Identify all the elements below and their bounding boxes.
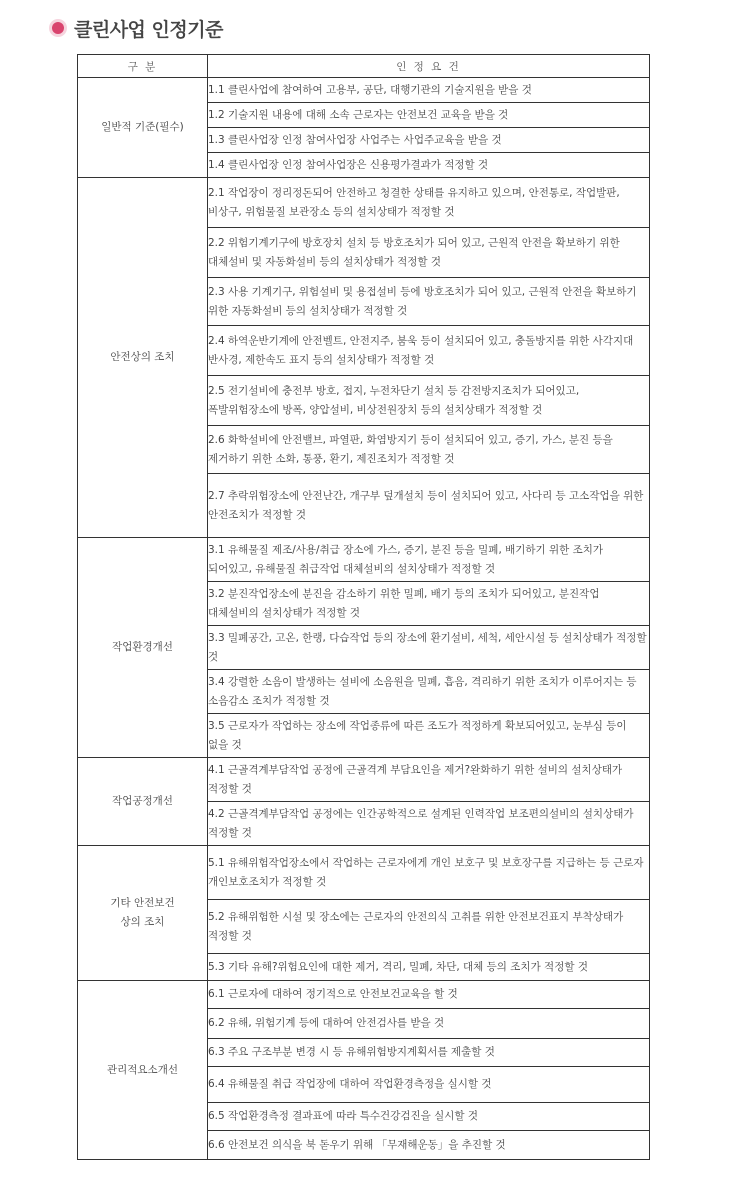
requirement-cell: 5.3 기타 유해?위험요인에 대한 제거, 격리, 밀폐, 차단, 대체 등의 조치가 적정할 것 bbox=[208, 954, 650, 981]
requirement-cell: 1.1 클린사업에 참여하여 고용부, 공단, 대행기관의 기술지원을 받을 것 bbox=[208, 78, 650, 103]
requirement-cell: 4.1 근골격계부담작업 공정에 근골격계 부담요인을 제거?완화하기 위한 설비의 설치상태가 적정할 것 bbox=[208, 758, 650, 802]
table-row bbox=[78, 78, 650, 103]
category-label: 일반적 기준(필수) bbox=[101, 121, 184, 133]
criteria-body bbox=[78, 78, 650, 1160]
requirement-cell: 5.2 유해위험한 시설 및 장소에는 근로자의 안전의식 고취를 위한 안전보건표지 부착상태가 적정할 것 bbox=[208, 900, 650, 954]
category-cell bbox=[78, 178, 208, 538]
category-label: 상의 조치 bbox=[120, 916, 165, 928]
requirement-cell: 6.5 작업환경측정 결과표에 따라 특수건강검진을 실시할 것 bbox=[208, 1103, 650, 1131]
requirement-cell: 3.4 강렬한 소음이 발생하는 설비에 소음원을 밀폐, 흡음, 격리하기 위한 조치가 이루어지는 등 소음감소 조치가 적정할 것 bbox=[208, 670, 650, 714]
requirement-cell: 3.1 유해물질 제조/사용/취급 장소에 가스, 증기, 분진 등을 밀폐, 배기하기 위한 조치가 되어있고, 유해물질 취급작업 대체설비의 설치상태가 적정할 것 bbox=[208, 538, 650, 582]
requirement-cell: 2.4 하역운반기계에 안전벨트, 안전지주, 붐욱 등이 설치되어 있고, 충돌방지를 위한 사각지대 반사경, 제한속도 표지 등의 설치상태가 적정할 것 bbox=[208, 326, 650, 376]
requirement-header: 인 정 요 건 bbox=[208, 55, 650, 78]
requirement-cell: 6.4 유해물질 취급 작업장에 대하여 작업환경측정을 실시할 것 bbox=[208, 1067, 650, 1103]
table-header-row bbox=[78, 55, 650, 78]
category-label: 기타 안전보건 bbox=[110, 897, 175, 909]
requirement-cell: 3.5 근로자가 작업하는 장소에 작업종류에 따른 조도가 적정하게 확보되어있고, 눈부심 등이 없을 것 bbox=[208, 714, 650, 758]
requirement-cell: 3.2 분진작업장소에 분진을 감소하기 위한 밀폐, 배기 등의 조치가 되어있고, 분진작업 대체설비의 설치상태가 적정할 것 bbox=[208, 582, 650, 626]
table-row bbox=[78, 758, 650, 802]
requirement-cell: 2.1 작업장이 정리정돈되어 안전하고 청결한 상태를 유지하고 있으며, 안전통로, 작업발판, 비상구, 위험물질 보관장소 등의 설치상태가 적정할 것 bbox=[208, 178, 650, 228]
category-cell bbox=[78, 981, 208, 1160]
requirement-cell: 1.3 클린사업장 인정 참여사업장 사업주는 사업주교육을 받을 것 bbox=[208, 128, 650, 153]
table-row bbox=[78, 981, 650, 1009]
table-row bbox=[78, 846, 650, 900]
category-cell bbox=[78, 538, 208, 758]
requirement-cell: 2.3 사용 기계기구, 위험설비 및 용접설비 등에 방호조치가 되어 있고, 근원적 안전을 확보하기 위한 자동화설비 등의 설치상태가 적정할 것 bbox=[208, 278, 650, 326]
table-row bbox=[78, 538, 650, 582]
category-header: 구 분 bbox=[78, 55, 208, 78]
requirement-cell: 2.5 전기설비에 충전부 방호, 접지, 누전차단기 설치 등 감전방지조치가 되어있고, 폭발위험장소에 방폭, 양압설비, 비상전원장치 등의 설치상태가 적정할 것 bbox=[208, 376, 650, 426]
table-row bbox=[78, 178, 650, 228]
requirement-cell: 6.1 근로자에 대하여 정기적으로 안전보건교육을 할 것 bbox=[208, 981, 650, 1009]
requirement-cell: 6.6 안전보건 의식을 북 돋우기 위해 「무재해운동」을 추진할 것 bbox=[208, 1131, 650, 1160]
page-title: 클린사업 인정기준 bbox=[74, 18, 223, 41]
requirement-cell: 2.2 위험기계기구에 방호장치 설치 등 방호조치가 되어 있고, 근원적 안전을 확보하기 위한 대체설비 및 자동화설비 등의 설치상태가 적정할 것 bbox=[208, 228, 650, 278]
requirement-cell: 1.2 기술지원 내용에 대해 소속 근로자는 안전보건 교육을 받을 것 bbox=[208, 103, 650, 128]
category-cell bbox=[78, 758, 208, 846]
category-cell bbox=[78, 78, 208, 178]
requirement-cell: 6.2 유해, 위험기계 등에 대하여 안전검사를 받을 것 bbox=[208, 1009, 650, 1039]
requirement-cell: 4.2 근골격계부담작업 공정에는 인간공학적으로 설계된 인력작업 보조편의설비의 설치상태가 적정할 것 bbox=[208, 802, 650, 846]
category-label: 작업환경개선 bbox=[112, 641, 173, 653]
page-heading bbox=[52, 14, 223, 42]
requirement-cell: 2.6 화학설비에 안전밸브, 파열판, 화염방지기 등이 설치되어 있고, 증기, 가스, 분진 등을 제거하기 위한 소화, 통풍, 환기, 제진조치가 적정할 것 bbox=[208, 426, 650, 474]
requirement-cell: 3.3 밀폐공간, 고온, 한랭, 다습작업 등의 장소에 환기설비, 세척, 세안시설 등 설치상태가 적정할 것 bbox=[208, 626, 650, 670]
category-label: 관리적요소개선 bbox=[106, 1063, 178, 1076]
requirement-cell: 1.4 클린사업장 인정 참여사업장은 신용평가결과가 적정할 것 bbox=[208, 153, 650, 178]
bullet-icon bbox=[52, 22, 64, 34]
requirement-cell: 5.1 유해위험작업장소에서 작업하는 근로자에게 개인 보호구 및 보호장구를 지급하는 등 근로자 개인보호조치가 적정할 것 bbox=[208, 846, 650, 900]
criteria-table bbox=[77, 54, 650, 1160]
category-label: 작업공정개선 bbox=[112, 795, 173, 807]
category-label: 안전상의 조치 bbox=[110, 351, 175, 363]
category-cell bbox=[78, 846, 208, 981]
requirement-cell: 2.7 추락위험장소에 안전난간, 개구부 덮개설치 등이 설치되어 있고, 사다리 등 고소작업을 위한 안전조치가 적정할 것 bbox=[208, 474, 650, 538]
requirement-cell: 6.3 주요 구조부분 변경 시 등 유해위험방지계획서를 제출할 것 bbox=[208, 1039, 650, 1067]
